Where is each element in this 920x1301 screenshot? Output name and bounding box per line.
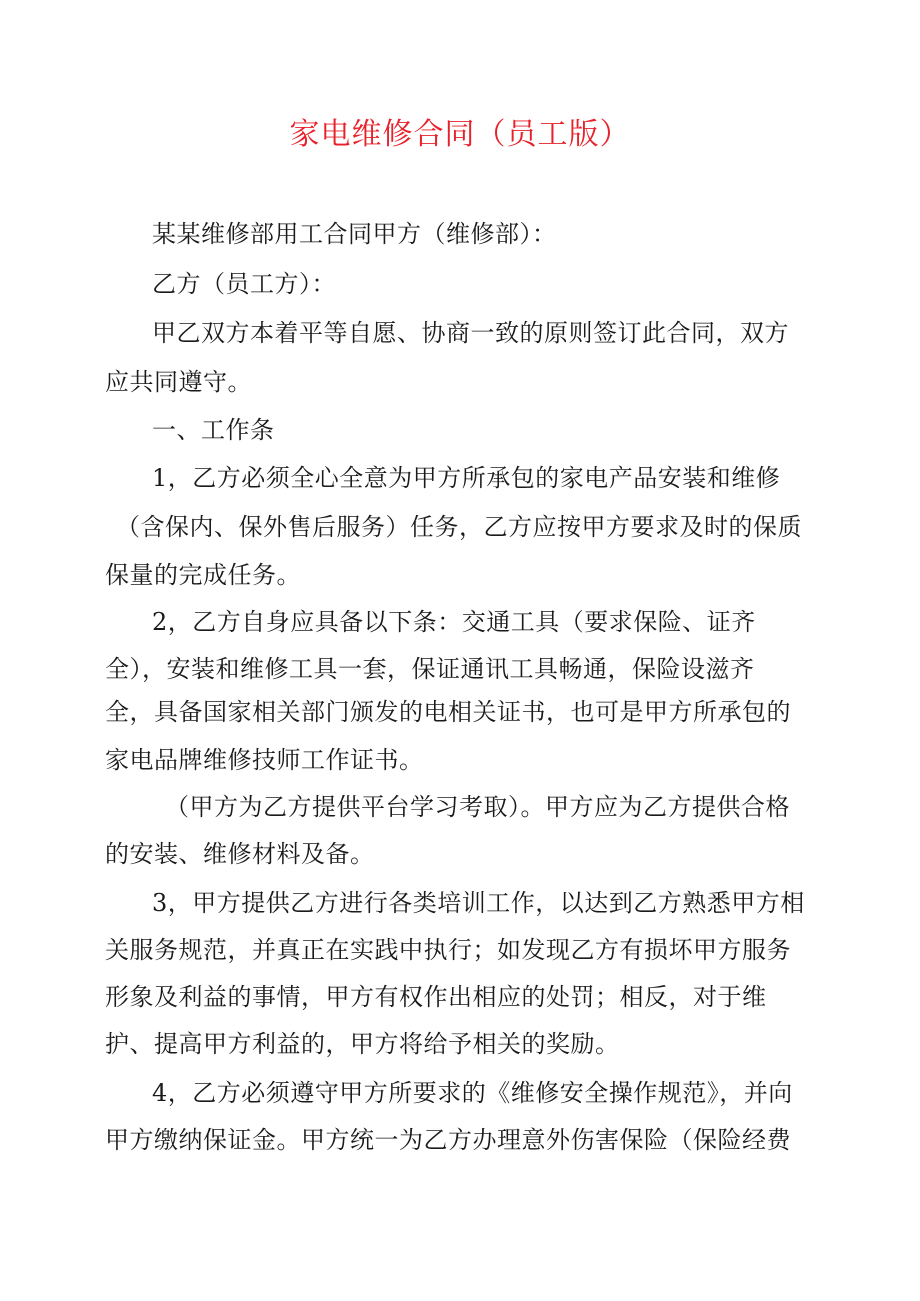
clause-4-line-2: 甲方缴纳保证金。甲方统一为乙方办理意外伤害保险（保险经费: [105, 1126, 791, 1154]
clause-4-line-1: 4，乙方必须遵守甲方所要求的《维修安全操作规范》，并向: [152, 1079, 793, 1107]
clause-3-line-1: 3，甲方提供乙方进行各类培训工作，以达到乙方熟悉甲方相: [152, 889, 805, 917]
clause-1-line-2: （含保内、保外售后服务）任务，乙方应按甲方要求及时的保质: [116, 513, 802, 541]
clause-1-line-1: 1，乙方必须全心全意为甲方所承包的家电产品安装和维修: [152, 464, 781, 492]
party-a-line: 某某维修部用工合同甲方（维修部）：: [152, 220, 557, 248]
document-title: 家电维修合同（员工版）: [289, 117, 631, 152]
clause-3-line-3: 形象及利益的事情，甲方有权作出相应的处罚；相反，对于维: [105, 983, 767, 1011]
clause-2-line-1: 2，乙方自身应具备以下条：交通工具（要求保险、证齐: [152, 608, 756, 636]
clause-3-line-2: 关服务规范，并真正在实践中执行；如发现乙方有损坏甲方服务: [105, 936, 791, 964]
preamble-line-2: 应共同遵守。: [105, 368, 252, 396]
note-line-1: （甲方为乙方提供平台学习考取）。甲方应为乙方提供合格: [165, 793, 790, 821]
section-heading: 一、工作条: [152, 416, 275, 444]
note-line-2: 的安装、维修材料及备。: [105, 840, 375, 868]
clause-2-line-4: 家电品牌维修技师工作证书。: [105, 746, 424, 774]
preamble-line-1: 甲乙双方本着平等自愿、协商一致的原则签订此合同，双方: [152, 319, 789, 347]
clause-2-line-2: 全），安装和维修工具一套，保证通讯工具畅通，保险设滋齐: [105, 655, 755, 683]
party-b-line: 乙方（员工方）：: [152, 270, 336, 298]
clause-3-line-4: 护、提高甲方利益的，甲方将给予相关的奖励。: [105, 1030, 620, 1058]
clause-2-line-3: 全，具备国家相关部门颁发的电相关证书，也可是甲方所承包的: [105, 698, 791, 726]
clause-1-line-3: 保量的完成任务。: [105, 561, 301, 589]
